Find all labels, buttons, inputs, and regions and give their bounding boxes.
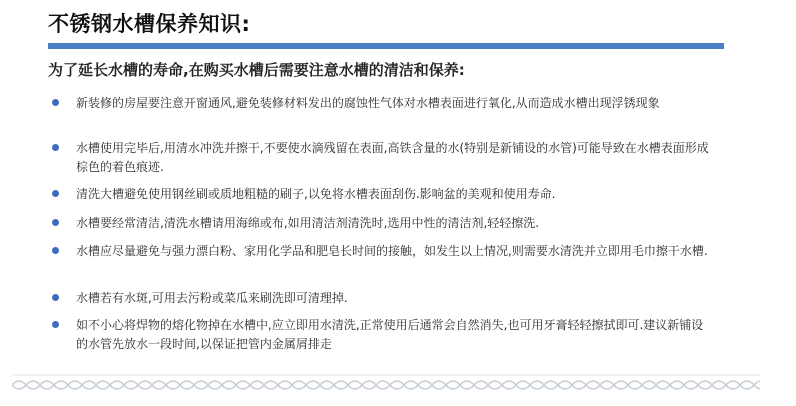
- list-item-text: 新装修的房屋要注意开窗通风,避免装修材料发出的腐蚀性气体对水槽表面进行氧化,从而造成水槽出现浮锈现象: [76, 96, 660, 110]
- decorative-rope-border: [12, 374, 760, 396]
- title-underline-bar: [48, 43, 724, 49]
- list-item: [52, 94, 712, 113]
- bullet-dot-icon: [52, 247, 59, 254]
- list-item-text: 水槽若有水斑,可用去污粉或菜瓜来刷洗即可清理掉.: [76, 291, 348, 305]
- page-subtitle: 为了延长水槽的寿命,在购买水槽后需要注意水槽的清洁和保养:: [48, 61, 465, 79]
- list-item: [52, 185, 712, 204]
- page-title: 不锈钢水槽保养知识:: [48, 12, 251, 36]
- bullet-dot-icon: [52, 321, 59, 328]
- list-item-text: 水槽要经常清洁,清洗水槽请用海绵或布,如用清洁剂清洗时,选用中性的清洁剂,轻轻擦洗.: [76, 216, 540, 230]
- bullet-dot-icon: [52, 190, 59, 197]
- list-item: [52, 139, 712, 177]
- list-item-text: 清洗大槽避免使用钢丝刷或质地粗糙的刷子,以免将水槽表面刮伤.影响盆的美观和使用寿命.: [76, 187, 556, 201]
- bullet-dot-icon: [52, 294, 59, 301]
- bullet-dot-icon: [52, 144, 59, 151]
- bullet-dot-icon: [52, 99, 59, 106]
- bullet-dot-icon: [52, 219, 59, 226]
- list-item-text: 水槽应尽量避免与强力漂白粉、家用化学品和肥皂长时间的接触，如发生以上情况,则需要水清洗并立即用毛巾擦干水槽.: [76, 244, 708, 258]
- list-item: [52, 289, 712, 308]
- list-item: [52, 214, 712, 233]
- list-item-text: 如不小心将焊物的熔化物掉在水槽中,应立即用水清洗,正常使用后通常会自然消失,也可用牙膏轻轻擦拭即可.建议新铺设的水管先放水一段时间,以保证把管内金属屑排走: [76, 318, 704, 351]
- list-item-text: 水槽使用完毕后,用清水冲洗并擦干,不要使水滴残留在表面,高铁含量的水(特别是新铺设的水管)可能导致在水槽表面形成棕色的着色痕迹.: [76, 141, 709, 174]
- list-item: [52, 242, 712, 261]
- list-item: [52, 316, 712, 354]
